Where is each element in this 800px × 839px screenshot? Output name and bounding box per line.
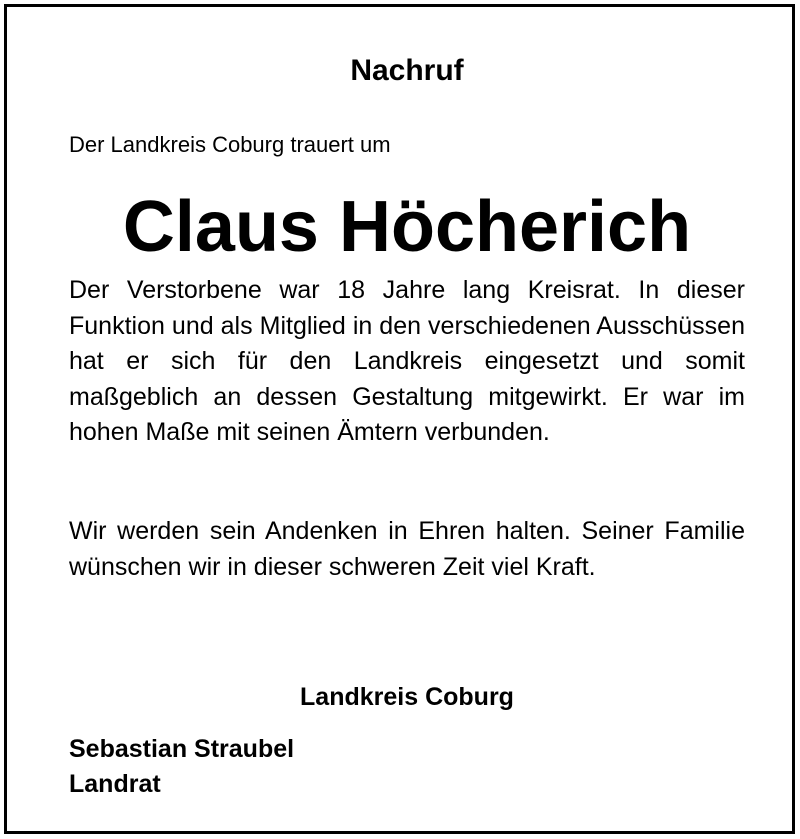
obituary-title: Nachruf <box>350 54 464 87</box>
obituary-frame <box>4 4 795 834</box>
intro-text: Der Landkreis Coburg trauert um <box>69 132 391 157</box>
signer-role: Landrat <box>69 770 161 798</box>
paragraph-condolence: Wir werden sein Andenken in Ehren halten. Seiner Familie wünschen wir in dieser schweren Zeit viel Kraft. <box>69 517 745 581</box>
organization-name: Landkreis Coburg <box>300 683 514 711</box>
deceased-name: Claus Höcherich <box>122 187 692 267</box>
signer-name: Sebastian Straubel <box>69 735 295 763</box>
paragraph-tribute: Der Verstorbene war 18 Jahre lang Kreisrat. In dieser Funktion und als Mitglied in den verschiedenen Ausschüssen hat er sich für den Landkreis eingesetzt und somit maßgeblich an dessen Gestaltung mitgewirkt. Er war im hohen Maße mit seinen Ämtern verbunden. <box>69 276 745 446</box>
signature-block <box>69 732 294 802</box>
